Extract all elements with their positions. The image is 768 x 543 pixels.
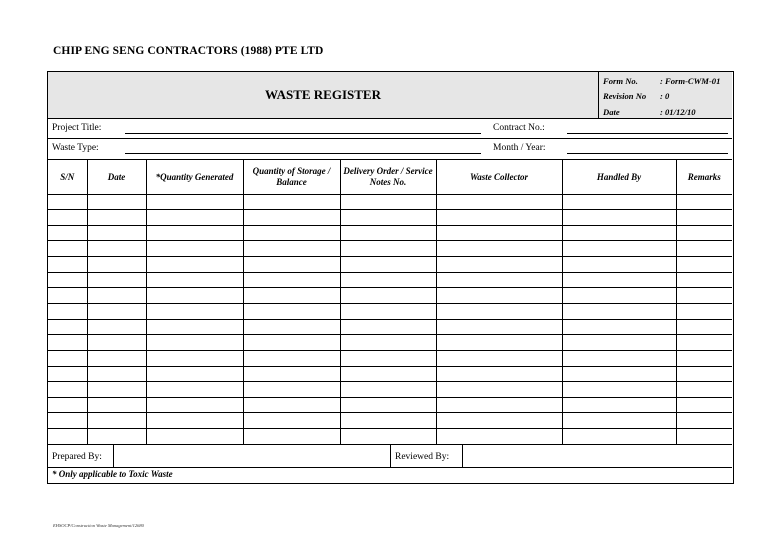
table-cell[interactable] [676,303,732,319]
table-cell[interactable] [562,319,676,335]
company-name: CHIP ENG SENG CONTRACTORS (1988) PTE LTD [53,45,324,57]
project-row [48,119,732,139]
table-cell[interactable] [87,257,146,273]
table-cell[interactable] [243,288,340,304]
table-cell[interactable] [436,257,562,273]
col-header-handled-by: Handled By [562,160,676,194]
table-cell[interactable] [436,272,562,288]
table-cell[interactable] [243,225,340,241]
table-cell[interactable] [340,366,436,382]
table-cell[interactable] [48,257,87,273]
table-cell[interactable] [146,288,243,304]
table-cell[interactable] [676,366,732,382]
table-body [48,194,732,444]
table-row [48,303,732,319]
contract-no-field[interactable] [567,133,728,134]
table-cell[interactable] [48,210,87,226]
col-header-waste-collector: Waste Collector [436,160,562,194]
info-row-form-no [599,73,732,89]
table-header-row [48,160,732,194]
table-cell[interactable] [243,257,340,273]
table-cell[interactable] [340,272,436,288]
table-cell[interactable] [87,225,146,241]
table-cell[interactable] [87,210,146,226]
table-cell[interactable] [340,397,436,413]
table-cell[interactable] [676,225,732,241]
waste-type-label: Waste Type: [52,143,99,153]
col-header-quantity-generated: *Quantity Generated [146,160,243,194]
table-cell[interactable] [676,335,732,351]
table-cell[interactable] [87,413,146,429]
table-row [48,429,732,445]
table-cell[interactable] [340,335,436,351]
table-cell[interactable] [87,194,146,210]
table-cell[interactable] [562,194,676,210]
table-row [48,288,732,304]
table-cell[interactable] [436,429,562,445]
table-cell[interactable] [48,413,87,429]
table-cell[interactable] [146,257,243,273]
prepared-by-field[interactable] [114,445,391,468]
table-cell[interactable] [562,241,676,257]
table-cell[interactable] [243,241,340,257]
table-cell[interactable] [87,429,146,445]
table-cell[interactable] [87,382,146,398]
table-cell[interactable] [436,335,562,351]
table-cell[interactable] [243,335,340,351]
info-key: Date [603,106,620,117]
table-cell[interactable] [340,303,436,319]
col-header-delivery-order: Delivery Order / Service Notes No. [340,160,436,194]
table-cell[interactable] [562,382,676,398]
table-cell[interactable] [562,350,676,366]
waste-type-field[interactable] [125,153,481,154]
table-cell[interactable] [562,429,676,445]
table-row [48,350,732,366]
table-cell[interactable] [146,241,243,257]
waste-register-form [47,71,734,484]
table-cell[interactable] [146,397,243,413]
waste-type-row [48,139,732,160]
table-cell[interactable] [676,194,732,210]
table-cell[interactable] [436,319,562,335]
table-cell[interactable] [146,194,243,210]
table-cell[interactable] [48,225,87,241]
table-cell[interactable] [676,319,732,335]
table-cell[interactable] [48,241,87,257]
table-row [48,382,732,398]
toxic-waste-footnote: * Only applicable to Toxic Waste [52,469,173,479]
table-cell[interactable] [676,397,732,413]
table-cell[interactable] [562,366,676,382]
table-cell[interactable] [243,413,340,429]
col-header-date: Date [87,160,146,194]
table-cell[interactable] [48,429,87,445]
info-row-date [599,104,732,120]
table-cell[interactable] [146,335,243,351]
table-cell[interactable] [146,413,243,429]
table-row [48,366,732,382]
table-cell[interactable] [48,382,87,398]
table-row [48,210,732,226]
form-title: WASTE REGISTER [265,87,381,102]
table-cell[interactable] [562,288,676,304]
table-row [48,241,732,257]
table-cell[interactable] [562,335,676,351]
table-cell[interactable] [676,210,732,226]
table-cell[interactable] [340,241,436,257]
table-cell[interactable] [146,366,243,382]
table-cell[interactable] [48,335,87,351]
table-row [48,194,732,210]
table-cell[interactable] [562,225,676,241]
table-cell[interactable] [243,382,340,398]
table-cell[interactable] [676,429,732,445]
month-year-label: Month / Year: [493,143,546,153]
table-cell[interactable] [676,382,732,398]
table-cell[interactable] [243,319,340,335]
reviewed-by-label: Reviewed By: [391,445,463,468]
table-cell[interactable] [87,288,146,304]
table-cell[interactable] [676,272,732,288]
col-header-quantity-storage: Quantity of Storage / Balance [243,160,340,194]
table-cell[interactable] [87,335,146,351]
table-cell[interactable] [436,225,562,241]
table-cell[interactable] [436,413,562,429]
table-cell[interactable] [48,319,87,335]
table-cell[interactable] [243,429,340,445]
table-cell[interactable] [87,397,146,413]
table-cell[interactable] [340,382,436,398]
table-cell[interactable] [562,210,676,226]
table-cell[interactable] [48,303,87,319]
table-cell[interactable] [436,350,562,366]
table-cell[interactable] [87,366,146,382]
table-row [48,225,732,241]
table-cell[interactable] [146,272,243,288]
table-cell[interactable] [436,397,562,413]
table-cell[interactable] [48,366,87,382]
table-cell[interactable] [243,366,340,382]
table-cell[interactable] [340,319,436,335]
table-cell[interactable] [243,210,340,226]
table-cell[interactable] [146,319,243,335]
table-row [48,257,732,273]
table-cell[interactable] [48,350,87,366]
table-cell[interactable] [340,225,436,241]
waste-register-table [48,160,732,445]
table-cell[interactable] [340,413,436,429]
table-cell[interactable] [562,303,676,319]
table-cell[interactable] [146,225,243,241]
table-cell[interactable] [87,272,146,288]
table-cell[interactable] [340,210,436,226]
table-cell[interactable] [48,194,87,210]
col-header-sn: S/N [48,160,87,194]
table-cell[interactable] [436,241,562,257]
table-cell[interactable] [340,194,436,210]
signature-row [48,444,732,468]
info-value: : Form-CWM-01 [660,75,721,86]
table-cell[interactable] [243,272,340,288]
table-cell[interactable] [243,397,340,413]
info-value: : 01/12/10 [660,106,696,117]
table-cell[interactable] [562,397,676,413]
table-cell[interactable] [146,382,243,398]
table-cell[interactable] [436,194,562,210]
project-title-field[interactable] [125,133,481,134]
table-cell[interactable] [87,350,146,366]
table-row [48,397,732,413]
table-cell[interactable] [436,288,562,304]
reviewed-by-field[interactable] [463,445,732,468]
table-cell[interactable] [146,429,243,445]
table-cell[interactable] [436,210,562,226]
table-cell[interactable] [340,350,436,366]
table-cell[interactable] [146,303,243,319]
table-cell[interactable] [436,303,562,319]
table-cell[interactable] [676,241,732,257]
table-cell[interactable] [87,241,146,257]
table-cell[interactable] [676,257,732,273]
table-cell[interactable] [48,397,87,413]
table-row [48,335,732,351]
table-row [48,319,732,335]
table-cell[interactable] [243,303,340,319]
table-row [48,413,732,429]
table-cell[interactable] [436,382,562,398]
table-cell[interactable] [340,429,436,445]
table-cell[interactable] [676,350,732,366]
table-cell[interactable] [562,413,676,429]
table-cell[interactable] [87,319,146,335]
table-cell[interactable] [48,288,87,304]
table-row [48,272,732,288]
table-cell[interactable] [436,366,562,382]
info-value: : 0 [660,91,670,102]
document-reference: EHSOCP/Construction Waste Management/12680 [53,523,144,528]
info-key: Form No. [603,75,638,86]
month-year-field[interactable] [567,153,728,154]
table-cell[interactable] [243,194,340,210]
table-cell[interactable] [676,413,732,429]
table-cell[interactable] [562,272,676,288]
table-cell[interactable] [243,350,340,366]
info-key: Revision No [603,91,647,102]
info-row-revision [599,89,732,105]
table-cell[interactable] [48,272,87,288]
project-title-label: Project Title: [52,123,102,133]
table-cell[interactable] [340,288,436,304]
table-cell[interactable] [340,257,436,273]
form-header [48,72,732,119]
table-cell[interactable] [87,303,146,319]
table-cell[interactable] [676,288,732,304]
table-cell[interactable] [562,257,676,273]
col-header-remarks: Remarks [676,160,732,194]
form-info-block [598,72,732,118]
table-cell[interactable] [146,210,243,226]
contract-no-label: Contract No.: [493,123,545,133]
table-cell[interactable] [146,350,243,366]
prepared-by-label: Prepared By: [48,445,114,468]
